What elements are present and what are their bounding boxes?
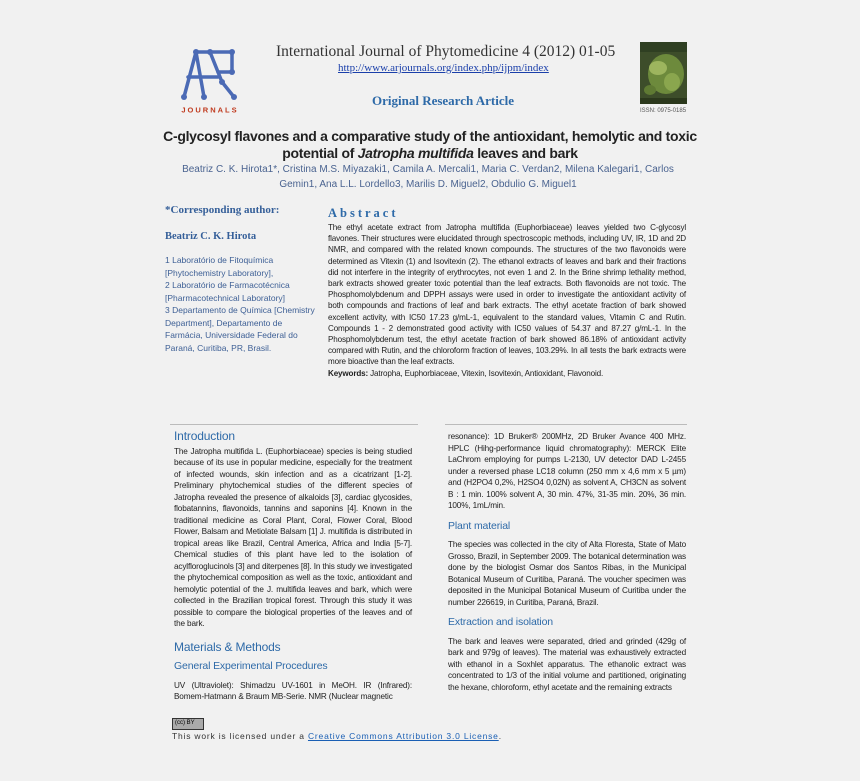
license-link[interactable]: Creative Commons Attribution 3.0 License [307, 731, 499, 741]
abstract-heading: Abstract [328, 206, 399, 220]
issn: ISSN: 0975-0185 [640, 108, 687, 114]
license-line: This work is licensed under a Creative Commons Attribution 3.0 License. [172, 731, 502, 741]
affiliation-3: 3 Departamento de Química [Chemistry Department], Departamento de Farmácia, Universidade Federal do Paraná, Curitiba, PR, Brasil. [165, 305, 315, 353]
article-type: Original Research Article [372, 93, 515, 108]
author-list: Beatriz C. K. Hirota1*, Cristina M.S. Miyazaki1, Camila A. Mercali1, Maria C. Verdan2, Milena Kalegari1, Carlos Gemin1, Ana L.L. Lordello3, Marilis D. Miguel2, Obdulio G. Miguel1 [182, 164, 674, 190]
affiliation-2: 2 Laboratório de Farmacotécnica [Pharmacotechnical Laboratory] [165, 280, 290, 303]
article-title: C-glycosyl flavones and a comparative study of the antioxidant, hemolytic and toxic potential of Jatropha multifida leaves and bark [163, 128, 697, 161]
corresponding-author-label: *Corresponding author: [165, 204, 280, 216]
journal-logo [174, 42, 246, 116]
journal-url-link[interactable]: http://www.arjournals.org/index.php/ijpm/index [338, 62, 549, 74]
affiliations [165, 254, 315, 354]
left-column [174, 431, 412, 703]
divider-right [445, 424, 687, 425]
introduction-heading: Introduction [174, 429, 235, 443]
extraction-heading: Extraction and isolation [448, 616, 553, 628]
cc-license-badge[interactable]: (cc) BY [172, 718, 204, 730]
introduction-text: The Jatropha multifida L. (Euphorbiaceae) species is being studied because of its use in popular medicine, especially for the treatment of infected wounds, skin infection and as a cicatrizant [1-2]. Preliminary phytochemical studies of the different species of Jatropha revealed the presence of alkaloids [3], cardiac glycosides, flobatannins, flavonoids, tannins and saponins [4]. Known in the traditional medicine as Coral Plant, Coral, Flower Coral, Blood Flower, Balsam and Metiolate Balsam [1] J. multifida is distributed in tropical areas like Brazil, Central America, Africa and India [5-7]. Chemical studies of this plant have led to the isolation of acylfloroglucinols [3] and diterpenes [8]. In this study we investigated the phytochemical composition as well as the toxic, antioxidant and hemolytic potential of the J. multifida leaves and bark, which were collected in the Brazilian tropical forest. Through this study it was possible to compare the biological properties of the leaves and of the bark. [174, 446, 412, 628]
affiliation-1: 1 Laboratório de Fitoquímica [Phytochemistry Laboratory], [165, 255, 274, 278]
abstract-body [328, 222, 686, 379]
journal-title: International Journal of Phytomedicine 4 (2012) 01-05 [276, 43, 616, 60]
methods-heading: Materials & Methods [174, 639, 281, 654]
nmr-hplc-text: resonance): 1D Bruker® 200MHz, 2D Bruker Avance 400 MHz. HPLC (Hihg-performance liquid chromatography): MERCK Elite LaChrom employing for pumps L-2130, UV detector DAD L-2455 under a reversed phase LC18 column (250 mm x 4,6 mm x 5 µm) and (H2PO4 0,2%, H2SO4 0,02N) as solvent A, CH3CN as solvent B : 1 min. 100% solvent A, 30 min. 47%, 31-35 min. 20%, 36 min. 100%, 1mL/min. [448, 432, 686, 510]
corresponding-author-name: Beatriz C. K. Hirota [165, 231, 257, 242]
journal-cover-image [640, 42, 687, 104]
general-procedures-text: UV (Ultraviolet): Shimadzu UV-1601 in MeOH. IR (Infrared): Bomem-Hatmann & Braum MB-Serie. NMR (Nuclear magnetic [174, 680, 412, 701]
plant-material-text: The species was collected in the city of Alta Floresta, State of Mato Grosso, Brazil, in September 2009. The botanical determination was done by the biologist Osmar dos Santos Ribas, in the Municipal Botanical Museum of Curitiba, Paraná. The voucher specimen was deposited in the Municipal Botanical Museum of Curitiba under the number 226619, in Curitiba, Paraná, Brazil. [448, 540, 686, 607]
divider-left [170, 424, 418, 425]
right-column [448, 431, 686, 693]
keywords: Keywords: Jatropha, Euphorbiaceae, Vitexin, Isovitexin, Antioxidant, Flavonoid. [328, 368, 604, 378]
abstract-text: The ethyl acetate extract from Jatropha multifida (Euphorbiaceae) leaves yielded two C-glycosyl flavones. Their structures were elucidated through spectroscopic methods, including UV, IR, 1D and 2D NMR, and compared with the related known compounds. The structures of the two flavonoids were determined as Vitexin (1) and Isovitexin (2). The ethanol extracts of leaves and bark and their fractions did not interfere in the integrity of erythrocytes, not even 1 and 2. In the Brine shrimp lethality method, bark extracts showed greater toxic potential than the leaf extracts. Both flavonoids are not toxic. The Phosphomolybdenum and DPPH assays were used in order to investigate the antioxidant activity of both compounds and fractions of leaf and bark extracts. The ethyl acetate fraction of bark showed excellent activity, with IC50 17.23 g/mL-1, equivalent to the standard values, Vitamin C and Rutin. Compounds 1 - 2 demonstrated good activity with IC50 values of 54.37 and 87.27 g/mL-1. In the Phosphomolybdenum test, the ethyl acetate fraction of bark showed 86.18% of antioxidant activity compared with Rutin, and the chloroform fraction of leaves, 103.29%. In all tests the bark extracts were more bioactive than the leaf extracts. [328, 223, 686, 367]
logo-text: JOURNALS [181, 105, 239, 115]
extraction-text: The bark and leaves were separated, dried and grinded (429g of bark and 979g of leaves). The material was exhaustively extracted with ethanol in a Soxhlet apparatus. The ethanolic extract was concentrated to 1/3 of the initial volume and partitioned, originating the hexane, chloroform, ethyl acetate and the remaining extracts [448, 636, 686, 692]
general-procedures-heading: General Experimental Procedures [174, 660, 328, 672]
plant-material-heading: Plant material [448, 519, 511, 532]
title-species: Jatropha multifida [357, 145, 474, 161]
